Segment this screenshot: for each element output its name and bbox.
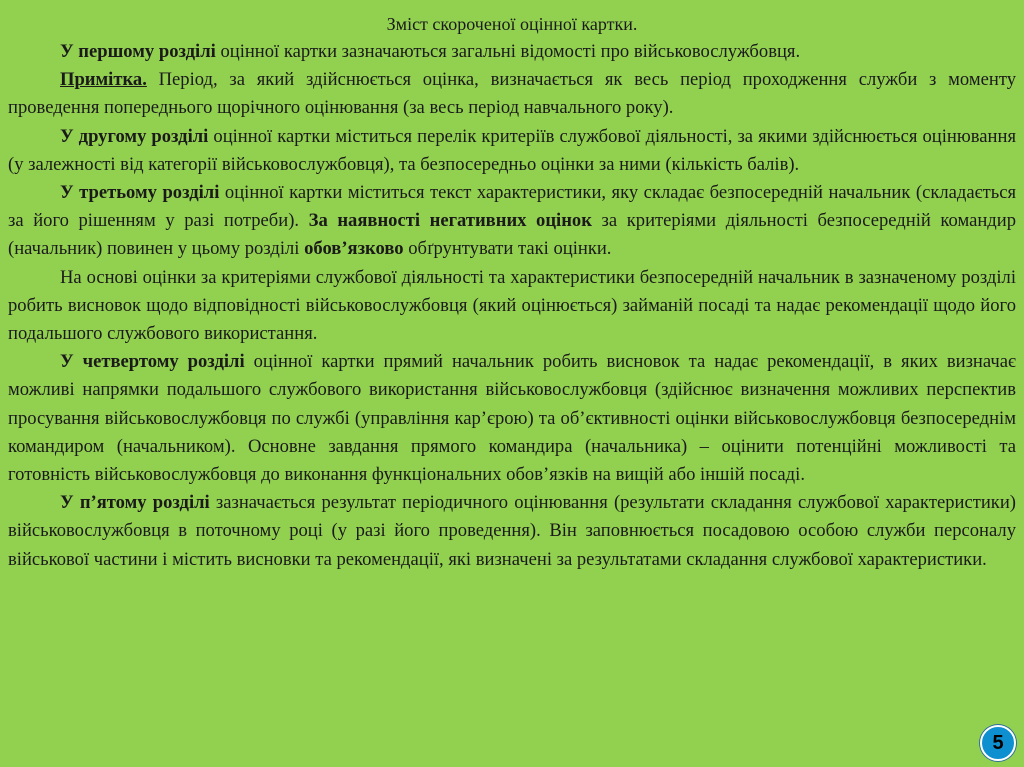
section-2-lead: У другому розділі: [60, 125, 209, 147]
slide-content: [8, 10, 1016, 574]
paragraph-assessment: На основі оцінки за критеріями службової діяльності та характеристики безпосередній начальник в зазначеному розділі робить висновок щодо відповідності військовослужбовця (який оцінюється) займаній посаді та надає рекомендації щодо його подальшого службового використання.: [8, 266, 1016, 345]
paragraph-section-3: [8, 179, 1016, 264]
paragraph-section-2: [8, 123, 1016, 179]
section-3-emphasis-2: обов’язково: [304, 238, 404, 260]
page-number-badge: 5: [980, 725, 1016, 761]
section-1-text: оцінної картки зазначаються загальні відомості про військовослужбовця.: [215, 41, 801, 62]
section-3-text-1: оцінної картки міститься текст характеристики, яку складає безпосередній начальник (складається за його рішенням у разі потреби).: [8, 182, 1016, 232]
section-1-lead: У першому розділі: [60, 41, 216, 62]
note-text: Період, за який здійснюється оцінка, визначається як весь період проходження служби з моменту проведення попереднього щорічного оцінювання (за весь період навчального року).: [8, 69, 1016, 119]
section-3-emphasis: За наявності негативних оцінок: [308, 210, 592, 232]
section-5-lead: У п’ятому розділі: [60, 492, 210, 514]
section-3-text-2: за критеріями діяльності безпосередній командир (начальник) повинен у цьому розділі: [8, 210, 1017, 260]
section-5-text: зазначається результат періодичного оцінювання (результати складання службової характеристики) військовослужбовця в поточному році (у разі його проведення). Він заповнюється посадовою особою служби персоналу військової частини і містить висновки та рекомендації, які визначені за результатами складання службової характеристики.: [8, 492, 1016, 570]
section-3-lead: У третьому розділі: [60, 182, 220, 204]
section-4-lead: У четвертому розділі: [60, 351, 245, 373]
slide-title: Зміст скороченої оцінної картки.: [386, 14, 638, 34]
section-3-text-3: обґрунтувати такі оцінки.: [403, 238, 612, 260]
note-label: Примітка.: [60, 69, 147, 91]
paragraph-section-5: [8, 489, 1016, 574]
paragraph-note: [8, 66, 1016, 122]
section-4-text: оцінної картки прямий начальник робить висновок та надає рекомендації, в яких визначає можливі напрямки подальшого службового використання військовослужбовця (здійснює визначення можливих перспектив просування військовослужбовця по службі (управління кар’єрою) та об’єктивності оцінки військовослужбовця безпосереднім командиром (начальником). Основне завдання прямого командира (начальника) – оцінити потенційні можливості та готовність військовослужбовця до виконання функціональних обов’язків на вищій або іншій посаді.: [8, 351, 1016, 486]
section-2-text: оцінної картки міститься перелік критеріїв службової діяльності, за якими здійснюється оцінювання (у залежності від категорії військовослужбовця), та безпосередньо оцінки за ними (кількість балів).: [8, 125, 1016, 175]
paragraph-section-4: [8, 348, 1016, 489]
paragraph-section-1: [8, 38, 1016, 66]
